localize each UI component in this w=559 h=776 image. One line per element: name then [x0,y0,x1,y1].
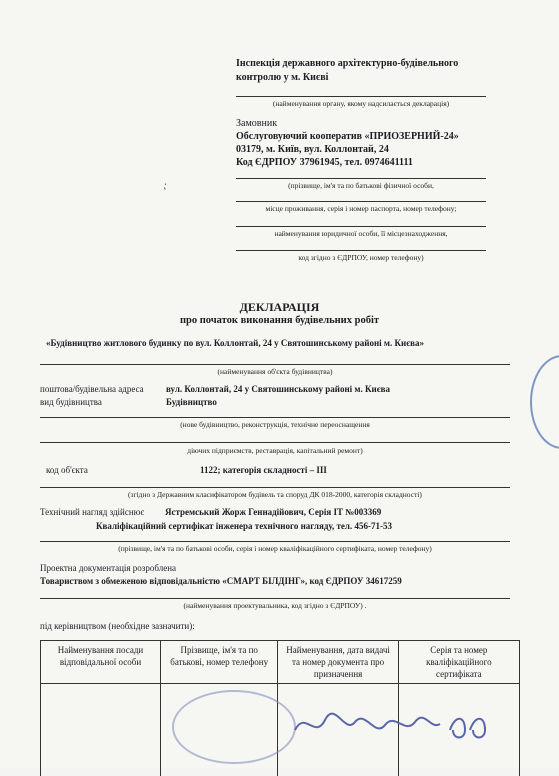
supervision-certificate: Кваліфікаційний сертифікат інженера технічного нагляду, тел. 456-71-53 [96,521,392,531]
table-cell [41,684,161,776]
customer-rule4 [236,250,486,251]
kind-rule1 [40,417,510,418]
customer-line1: Обслуговуючий кооператив «ПРИОЗЕРНИЙ-24» [236,131,459,142]
code-caption: (згідно з Державним класифікатором будівель та споруд ДК 018-2000, категорія складності) [40,490,510,499]
object-caption: (найменування об'єкта будівництва) [40,367,510,376]
table-header-row [41,641,520,684]
page-title: ДЕКЛАРАЦІЯ [0,300,559,315]
object-name: «Будівництво житлового будинку по вул. Коллонтай, 24 у Святошинському районі м. Києва» [46,338,424,348]
customer-caption3: найменування юридичної особи, її місцезнаходження, [236,229,486,238]
customer-label: Замовник [236,118,277,129]
addressee-line1: Інспекція державного архітектурно-будівельного [236,58,458,69]
addressee-caption: (найменування органу, якому надсилається декларація) [236,99,486,108]
table-header: Найменування, дата видачі та номер документа про призначення [278,641,398,684]
code-rule [40,487,510,488]
customer-rule3 [236,226,486,227]
table-header: Серія та номер кваліфікаційного сертифіката [398,641,519,684]
addressee-line2: контролю у м. Києві [236,72,328,83]
customer-line3: Код ЄДРПОУ 37961945, тел. 0974641111 [236,157,413,168]
supervision-rule [40,541,510,542]
project-label: Проектна документація розроблена [40,563,176,573]
leadership-label: під керівництвом (необхідне зазначити): [40,621,195,631]
supervision-prefix: Технічний нагляд здійснює [40,507,144,517]
project-value: Товариством з обмеженою відповідальністю «СМАРТ БІЛДІНГ», код ЄДРПОУ 34617259 [40,576,402,586]
customer-rule2 [236,201,486,202]
customer-caption1: (прізвище, ім'я та по батькові фізичної особи, [236,181,486,190]
customer-rule1 [236,178,486,179]
address-value: вул. Коллонтай, 24 у Святошинському районі м. Києва [166,384,390,394]
project-caption: (найменування проектувальника, код згідно з ЄДРПОУ) . [40,601,510,610]
kind-caption1: (нове будівництво, реконструкція, технічне переоснащення [40,420,510,429]
object-code-value: 1122; категорія складності – ІІІ [200,465,327,475]
stamp-seal-bottom [172,690,296,764]
building-kind-value: Будівництво [166,397,217,407]
object-code-label: код об'єкта [46,465,88,475]
addressee-rule [236,96,486,97]
object-rule [40,364,510,365]
page-subtitle: про початок виконання будівельних робіт [0,315,559,326]
customer-caption4: код згідно з ЄДРПОУ, номер телефону) [236,253,486,262]
supervision-value: Ястремський Жорж Геннадійович, Серія ІТ №003369 [165,507,381,517]
customer-line2: 03179, м. Київ, вул. Коллонтай, 24 [236,144,389,155]
table-header: Прізвище, ім'я та по батькові, номер телефону [160,641,278,684]
building-kind-label: вид будівництва [40,397,102,407]
handwritten-signature [290,700,490,750]
pen-mark: ,· [160,179,171,191]
kind-caption2: діючих підприємств, реставрація, капітальний ремонт) [40,446,510,455]
address-label: поштова/будівельна адреса [40,384,144,394]
stamp-seal [530,355,559,449]
supervision-caption: (прізвище, ім'я та по батькові особи, серія і номер кваліфікаційного сертифіката, номер телефону) [40,544,510,553]
table-header: Найменування посади відповідальної особи [41,641,161,684]
kind-rule2 [40,442,510,443]
customer-caption2: місце проживання, серія і номер паспорта, номер телефону; [236,204,486,213]
project-rule [40,598,510,599]
